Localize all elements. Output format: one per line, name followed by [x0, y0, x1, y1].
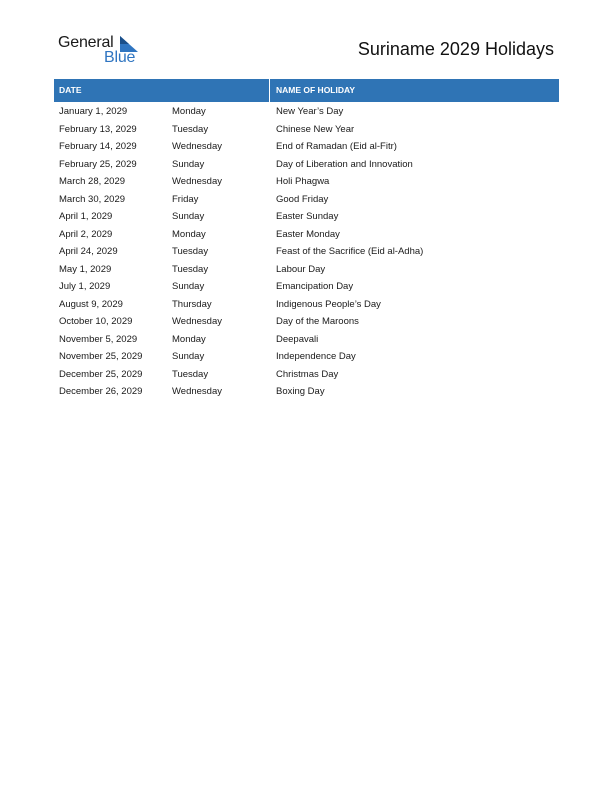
cell-holiday-name: End of Ramadan (Eid al-Fitr): [276, 141, 397, 152]
cell-weekday: Thursday: [172, 298, 212, 310]
table-row: [54, 296, 559, 314]
cell-holiday-name: Boxing Day: [276, 386, 325, 397]
cell-date: November 5, 2029: [59, 333, 138, 345]
table-row: [54, 226, 559, 244]
table-body: [54, 102, 559, 401]
cell-holiday-name: Chinese New Year: [276, 123, 355, 135]
cell-date: May 1, 2029: [59, 263, 112, 275]
table-row: [54, 121, 559, 139]
cell-holiday-name: Labour Day: [276, 263, 326, 275]
generalblue-logo: [58, 34, 148, 68]
cell-weekday: Monday: [172, 106, 206, 117]
cell-holiday-name: Indigenous People’s Day: [276, 298, 381, 310]
table-row: [54, 103, 559, 121]
cell-date: February 13, 2029: [59, 123, 137, 135]
table-row: [54, 243, 559, 261]
cell-holiday-name: Good Friday: [276, 193, 329, 205]
table-row: [54, 138, 559, 156]
cell-weekday: Tuesday: [172, 123, 209, 135]
cell-date: October 10, 2029: [59, 316, 133, 327]
cell-weekday: Monday: [172, 228, 206, 240]
table-row: [54, 383, 559, 401]
cell-holiday-name: Feast of the Sacrifice (Eid al-Adha): [276, 246, 424, 257]
cell-holiday-name: Christmas Day: [276, 368, 339, 380]
cell-weekday: Wednesday: [172, 141, 222, 152]
table-row: [54, 331, 559, 349]
cell-date: December 25, 2029: [59, 368, 143, 380]
cell-weekday: Sunday: [172, 351, 205, 362]
cell-holiday-name: Emancipation Day: [276, 281, 354, 292]
page-title: Suriname 2029 Holidays: [357, 39, 554, 59]
cell-weekday: Tuesday: [172, 368, 209, 380]
table-row: [54, 208, 559, 226]
cell-date: November 25, 2029: [59, 351, 143, 362]
cell-weekday: Wednesday: [172, 316, 222, 327]
cell-date: December 26, 2029: [59, 386, 143, 397]
column-header-date: DATE: [59, 85, 82, 95]
logo-word-general: General: [58, 34, 114, 51]
cell-holiday-name: Day of the Maroons: [276, 316, 359, 327]
logo-word-blue: Blue: [104, 49, 136, 66]
cell-holiday-name: New Year’s Day: [276, 106, 344, 117]
table-header: [54, 79, 559, 102]
column-header-holiday-name: NAME OF HOLIDAY: [276, 85, 356, 95]
cell-date: March 28, 2029: [59, 176, 126, 187]
cell-weekday: Tuesday: [172, 263, 209, 275]
table-row: [54, 313, 559, 331]
cell-holiday-name: Independence Day: [276, 351, 356, 362]
cell-date: August 9, 2029: [59, 298, 123, 310]
cell-weekday: Monday: [172, 333, 206, 345]
cell-date: March 30, 2029: [59, 193, 126, 205]
header-divider: [269, 79, 270, 102]
table-row: [54, 348, 559, 366]
cell-date: April 2, 2029: [59, 228, 113, 240]
table-row: [54, 191, 559, 209]
table-row: [54, 156, 559, 174]
cell-holiday-name: Deepavali: [276, 333, 319, 345]
holidays-table: [54, 79, 559, 401]
cell-holiday-name: Easter Sunday: [276, 211, 339, 222]
cell-holiday-name: Day of Liberation and Innovation: [276, 158, 413, 170]
table-row: [54, 261, 559, 279]
cell-date: February 14, 2029: [59, 141, 137, 152]
cell-holiday-name: Holi Phagwa: [276, 176, 330, 187]
table-row: [54, 278, 559, 296]
table-row: [54, 173, 559, 191]
cell-holiday-name: Easter Monday: [276, 228, 340, 240]
cell-date: April 24, 2029: [59, 246, 118, 257]
cell-weekday: Sunday: [172, 211, 205, 222]
cell-weekday: Sunday: [172, 158, 205, 170]
cell-date: February 25, 2029: [59, 158, 137, 170]
cell-date: January 1, 2029: [59, 106, 128, 117]
cell-date: July 1, 2029: [59, 281, 111, 292]
cell-weekday: Friday: [172, 193, 199, 205]
cell-date: April 1, 2029: [59, 211, 113, 222]
table-row: [54, 366, 559, 384]
cell-weekday: Tuesday: [172, 246, 209, 257]
cell-weekday: Wednesday: [172, 176, 222, 187]
cell-weekday: Wednesday: [172, 386, 222, 397]
cell-weekday: Sunday: [172, 281, 205, 292]
